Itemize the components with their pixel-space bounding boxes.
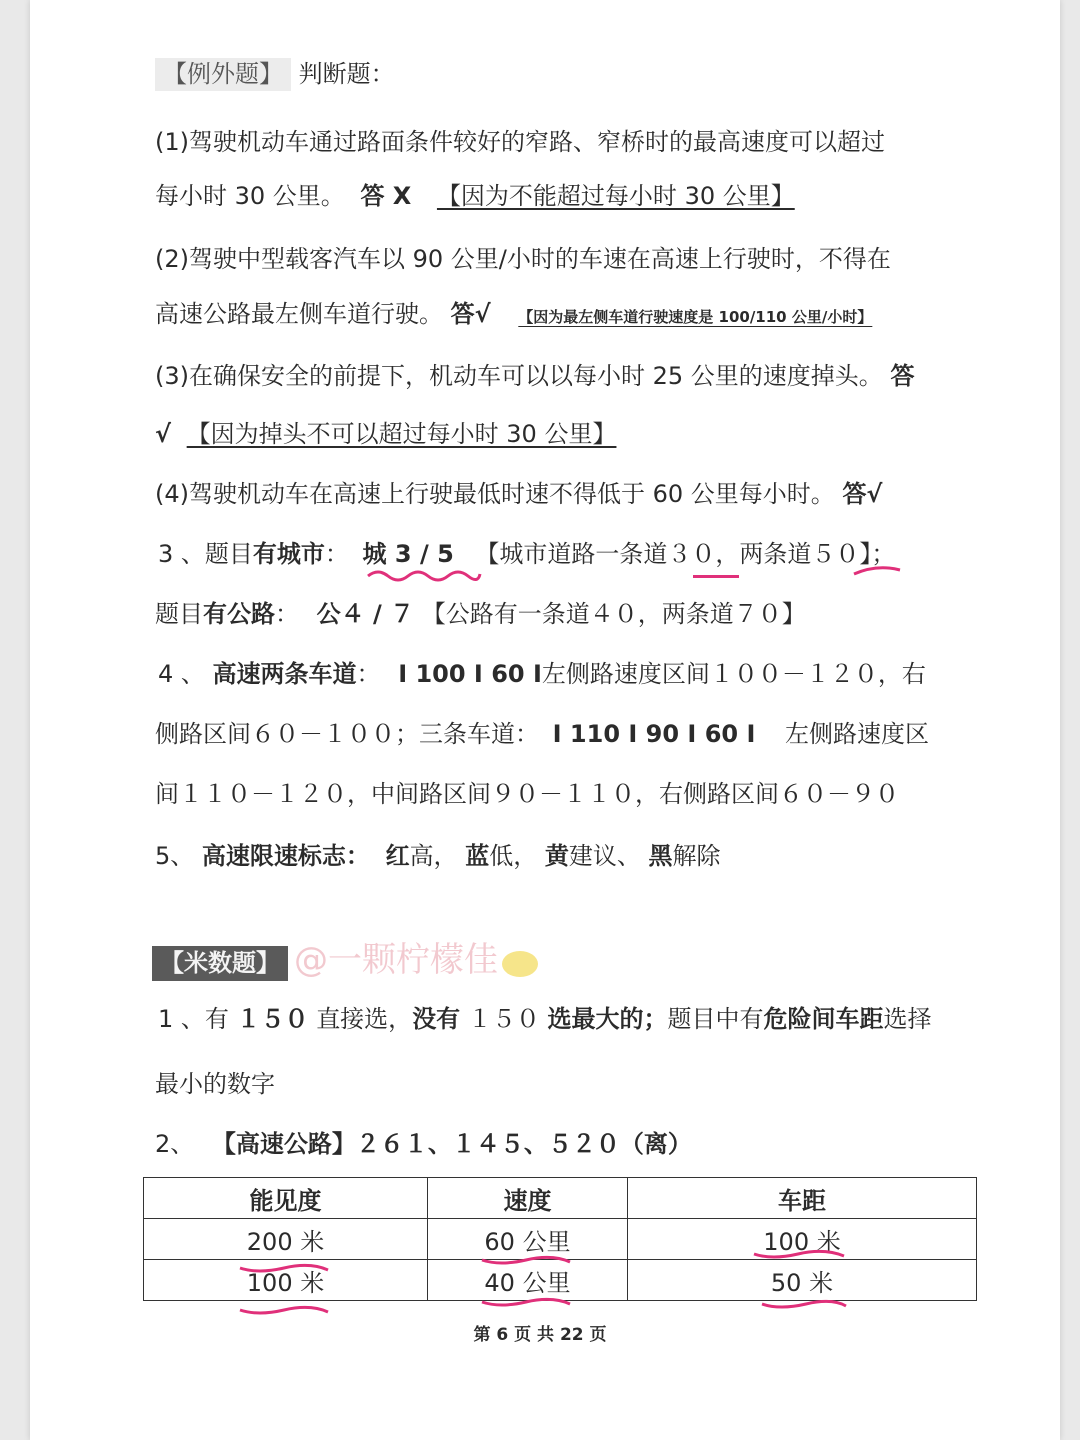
m1-text2: 题目中有 [667, 1005, 764, 1033]
p5-blue-desc: 低， [489, 842, 538, 870]
table-cell: 200 米 [144, 1219, 428, 1260]
q1-text: 每小时 30 公里。 [155, 182, 345, 210]
point4-line1 [158, 660, 926, 689]
p5-black-desc: 解除 [672, 842, 721, 870]
table-cell: 100 米 [144, 1260, 428, 1301]
point4-line3: 间１１０－１２０，中间路区间９０－１１０，右侧路区间６０－９０ [155, 780, 899, 808]
p5-yellow-desc: 建议、 [568, 842, 641, 870]
p3-label2: 题目 [155, 600, 203, 628]
m1-text3: 选择 [883, 1005, 932, 1033]
p3-label: 3 、题目 [158, 540, 253, 568]
q2-note: 【因为最左侧车道行驶速度是 100/110 公里/小时】 [518, 308, 873, 326]
table-header: 速度 [428, 1178, 628, 1219]
q2-line2 [155, 300, 872, 329]
m1-label: 1 、有 [158, 1005, 229, 1033]
p3-road-code: 公４ / ７ [316, 600, 415, 628]
section-title: 判断题： [298, 60, 395, 88]
q1-line1: (1)驾驶机动车通过路面条件较好的窄路、窄桥时的最高速度可以超过 [155, 128, 885, 156]
p4-label: 4 、 [158, 660, 205, 688]
pink-wave-underline [366, 568, 482, 582]
p4-lanes-two: I 100 I 60 I [398, 660, 542, 688]
section2-tag: 【米数题】 [152, 946, 288, 981]
q1-note: 【因为不能超过每小时 30 公里】 [436, 182, 795, 210]
p3-colon: ： [324, 540, 349, 568]
p5-red: 红 [385, 842, 410, 870]
p3-city-note: 【城市道路一条道３０，两条道５０】； [475, 540, 896, 568]
p3-keyword: 有城市 [252, 540, 325, 568]
m1-line2: 最小的数字 [155, 1070, 275, 1098]
table-cell: 40 公里 [428, 1260, 628, 1301]
m2-line [155, 1130, 692, 1159]
p4-text3: 左侧路速度区 [785, 720, 930, 748]
lemon-icon [502, 951, 538, 977]
table-header: 能见度 [144, 1178, 428, 1219]
q3-answer: 答 [890, 362, 915, 390]
p5-keyword: 高速限速标志： [201, 842, 370, 870]
m1-line1 [158, 1005, 931, 1034]
pink-wave-200 [238, 1262, 332, 1276]
m1-no: 没有 [412, 1005, 461, 1033]
m1-choose-max: 选最大的； [547, 1005, 668, 1033]
p5-blue: 蓝 [465, 842, 490, 870]
q3-text: (3)在确保安全的前提下，机动车可以以每小时 25 公里的速度掉头。 [155, 362, 883, 390]
point3-line1 [158, 540, 895, 569]
table-header: 车距 [628, 1178, 977, 1219]
table-cell: 100 米 [628, 1219, 977, 1260]
m1-danger: 危险间车距 [763, 1005, 884, 1033]
section-header-exception [155, 58, 395, 91]
p3-colon2: ： [275, 600, 299, 628]
p3-city-code: 城 3 / 5 [362, 540, 454, 568]
pink-wave-100m [752, 1248, 848, 1262]
section-header-meters [152, 940, 538, 981]
p5-yellow: 黄 [544, 842, 569, 870]
p4-lanes-three: I 110 I 90 I 60 I [552, 720, 756, 748]
q3-line1 [155, 362, 914, 391]
pink-wave-100 [238, 1304, 332, 1318]
point5-line [155, 842, 720, 871]
table-cell: 50 米 [628, 1260, 977, 1301]
p5-red-desc: 高， [409, 842, 458, 870]
p4-colon: ： [356, 660, 381, 688]
watermark: @一颗柠檬佳 [294, 940, 498, 980]
q3-line2 [155, 420, 616, 449]
p5-black: 黑 [648, 842, 673, 870]
p4-text1: 左侧路速度区间１００－１２０，右 [541, 660, 926, 688]
pink-wave-50m [760, 1298, 850, 1312]
table-header-row [144, 1178, 977, 1219]
q2-text: 高速公路最左侧车道行驶。 [155, 300, 443, 328]
p5-label: 5、 [155, 842, 195, 870]
pink-wave-60 [480, 1254, 574, 1268]
m1-text1: 直接选， [316, 1005, 413, 1033]
p4-text2: 侧路区间６０－１００；三条车道： [155, 720, 539, 748]
p3-keyword2: 有公路 [203, 600, 275, 628]
p3-road-note: 【公路有一条道４０，两条道７０】 [421, 600, 806, 628]
p4-keyword: 高速两条车道 [212, 660, 357, 688]
q4-text: (4)驾驶机动车在高速上行驶最低时速不得低于 60 公里每小时。 [155, 480, 835, 508]
q2-line1: (2)驾驶中型载客汽车以 90 公里/小时的车速在高速上行驶时，不得在 [155, 245, 891, 273]
m1-num2: １５０ [467, 1005, 540, 1033]
q4-line [155, 480, 882, 509]
page-footer: 第 6 页 共 22 页 [473, 1325, 607, 1345]
q3-check: √ [155, 420, 172, 448]
m1-num1: １５０ [236, 1005, 309, 1033]
table-cell: 60 公里 [428, 1219, 628, 1260]
pink-curve-50 [852, 564, 902, 578]
pink-wave-40 [480, 1296, 574, 1310]
q4-answer: 答√ [842, 480, 883, 508]
m2-content: 【高速公路】２６１、１４５、５２０（离） [211, 1130, 692, 1158]
q1-line2 [155, 182, 795, 211]
point4-line2 [155, 720, 929, 749]
q3-note: 【因为掉头不可以超过每小时 30 公里】 [186, 420, 617, 448]
pink-underline-30 [693, 575, 739, 578]
section-tag: 【例外题】 [155, 58, 291, 91]
q2-answer: 答√ [450, 300, 491, 328]
visibility-speed-table [143, 1177, 977, 1301]
m2-label: 2、 [155, 1130, 195, 1158]
q1-answer: 答 X [360, 182, 412, 210]
point3-line2 [155, 600, 806, 629]
